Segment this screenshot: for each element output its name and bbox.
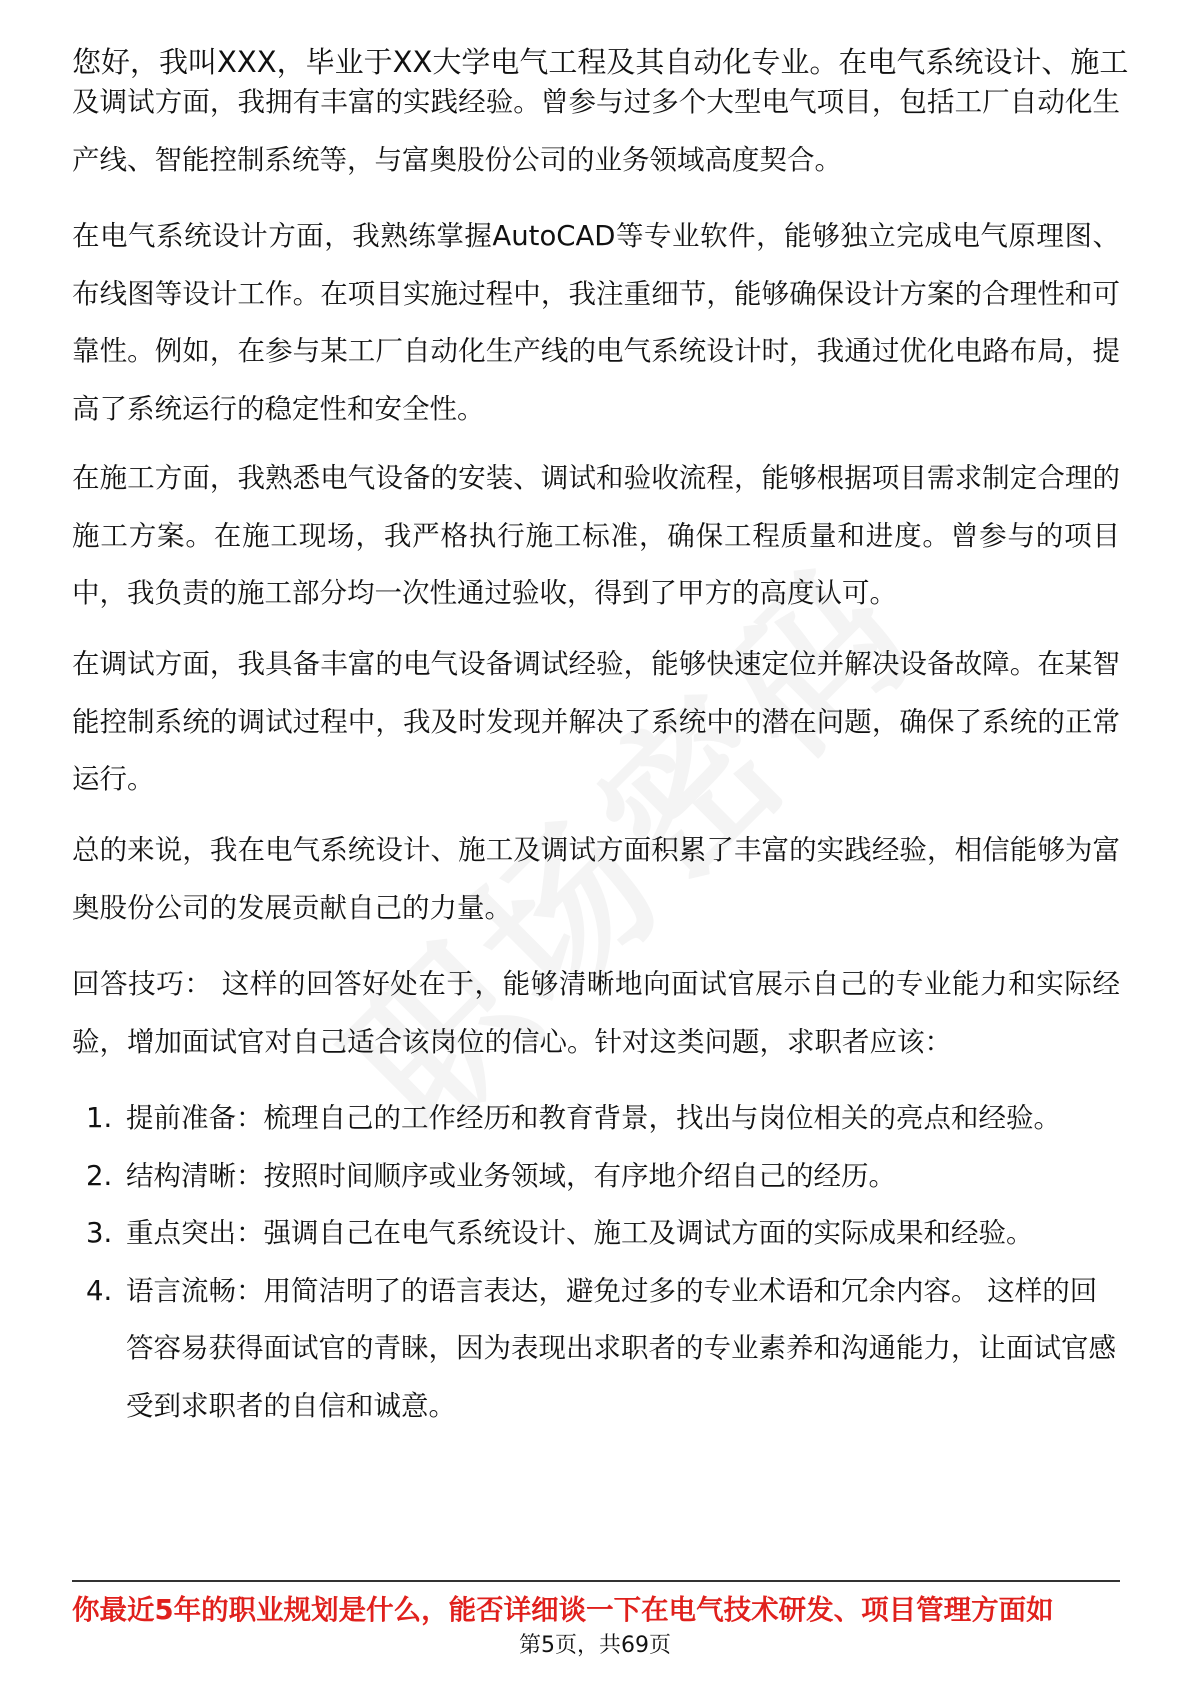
tips-list bbox=[72, 1090, 1120, 1435]
paragraph-1: 及调试方面，我拥有丰富的实践经验。曾参与过多个大型电气项目，包括工厂自动化生产线、智能控制系统等，与富奥股份公司的业务领域高度契合。 bbox=[72, 86, 1120, 176]
list-item bbox=[72, 1148, 1120, 1206]
paragraph-4: 在调试方面，我具备丰富的电气设备调试经验，能够快速定位并解决设备故障。在某智能控制系统的调试过程中，我及时发现并解决了系统中的潜在问题，确保了系统的正常运行。 bbox=[72, 648, 1120, 795]
cut-off-text: 您好，我叫XXX，毕业于XX大学电气工程及其自动化专业。在电气系统设计、施工 bbox=[72, 45, 1129, 79]
list-item-text: 语言流畅：用简洁明了的语言表达，避免过多的专业术语和冗余内容。 这样的回答容易获得面试官的青睐，因为表现出求职者的专业素养和沟通能力，让面试官感受到求职者的自信和诚意。 bbox=[126, 1274, 1116, 1422]
list-item-number: 4. bbox=[86, 1274, 113, 1307]
cut-off-text-line bbox=[72, 20, 1129, 79]
section-divider bbox=[72, 1580, 1120, 1582]
list-item bbox=[72, 1263, 1120, 1436]
paragraph-3: 在施工方面，我熟悉电气设备的安装、调试和验收流程，能够根据项目需求制定合理的施工方案。在施工现场，我严格执行施工标准，确保工程质量和进度。曾参与的项目中，我负责的施工部分均一次性通过验收，得到了甲方的高度认可。 bbox=[72, 462, 1120, 609]
list-item-text: 结构清晰：按照时间顺序或业务领域，有序地介绍自己的经历。 bbox=[126, 1159, 896, 1192]
paragraph-2: 在电气系统设计方面，我熟练掌握AutoCAD等专业软件，能够独立完成电气原理图、布线图等设计工作。在项目实施过程中，我注重细节，能够确保设计方案的合理性和可靠性。例如，在参与某工厂自动化生产线的电气系统设计时，我通过优化电路布局，提高了系统运行的稳定性和安全性。 bbox=[72, 220, 1120, 425]
list-item-number: 2. bbox=[86, 1159, 113, 1192]
list-item-number: 3. bbox=[86, 1217, 113, 1249]
list-item bbox=[72, 1090, 1120, 1148]
next-question-heading: 你最近5年的职业规划是什么，能否详细谈一下在电气技术研发、项目管理方面如 bbox=[72, 1594, 1054, 1626]
page-number: 第5页，共69页 bbox=[519, 1633, 671, 1658]
list-item-number: 1. bbox=[86, 1102, 113, 1134]
list-item bbox=[72, 1205, 1120, 1263]
list-item-text: 提前准备：梳理自己的工作经历和教育背景，找出与岗位相关的亮点和经验。 bbox=[126, 1102, 1061, 1134]
paragraph-5: 总的来说，我在电气系统设计、施工及调试方面积累了丰富的实践经验，相信能够为富奥股份公司的发展贡献自己的力量。 bbox=[72, 834, 1120, 924]
list-item-text: 重点突出：强调自己在电气系统设计、施工及调试方面的实际成果和经验。 bbox=[126, 1217, 1034, 1249]
answer-tips-intro: 回答技巧： 这样的回答好处在于，能够清晰地向面试官展示自己的专业能力和实际经验，增加面试官对自己适合该岗位的信心。针对这类问题，求职者应该： bbox=[72, 968, 1120, 1058]
